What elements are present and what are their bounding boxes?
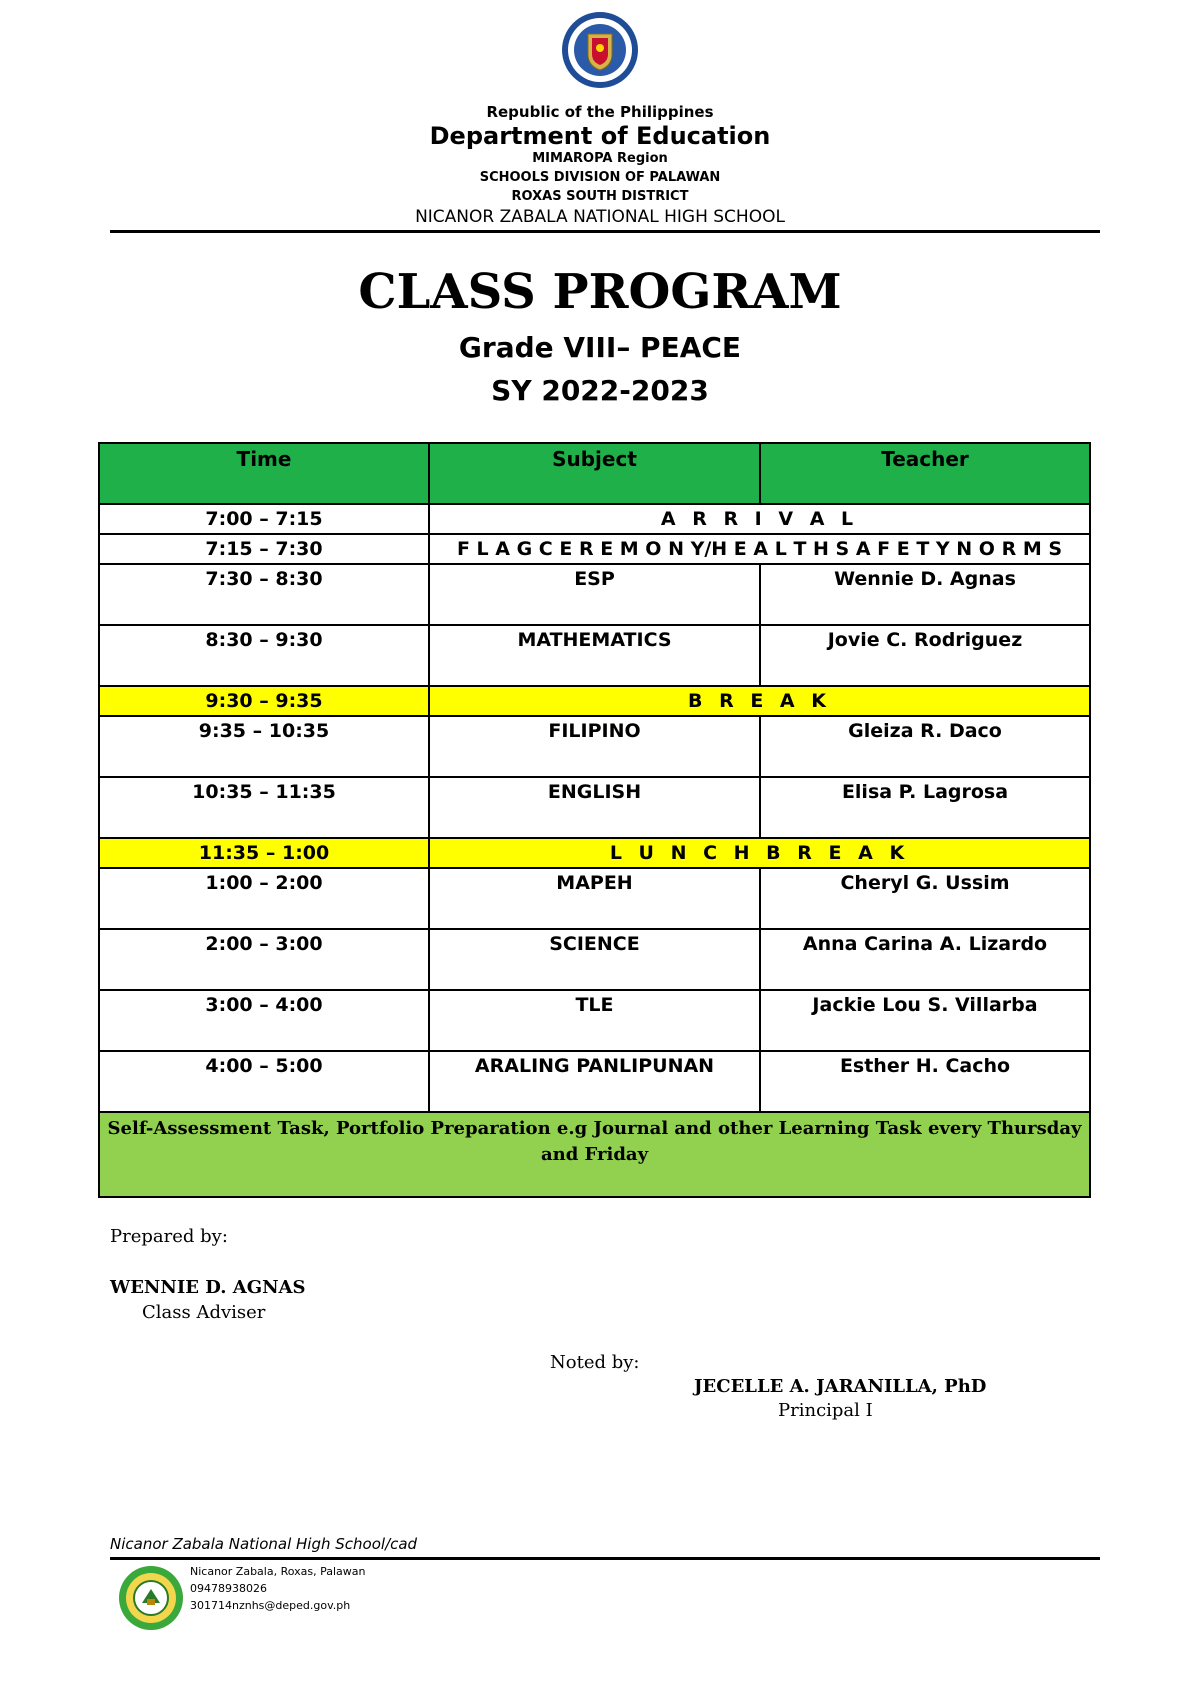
break-label: B R E A K: [429, 686, 1090, 716]
footer-email: 301714nznhs@deped.gov.ph: [190, 1599, 351, 1612]
table-row: [99, 716, 1090, 777]
principal-title: Principal I: [778, 1400, 873, 1421]
time-cell: 8:30 – 9:30: [99, 625, 429, 686]
table-row-break: [99, 686, 1090, 716]
flag-ceremony-label: F L A G C E R E M O N Y/H E A L T H S A F E T Y N O R M S: [429, 534, 1090, 564]
subject-cell: ESP: [429, 564, 760, 625]
deped-seal-logo: [560, 10, 640, 90]
adviser-title: Class Adviser: [142, 1302, 266, 1323]
time-cell: 7:15 – 7:30: [99, 534, 429, 564]
subject-cell: MAPEH: [429, 868, 760, 929]
subject-cell: SCIENCE: [429, 929, 760, 990]
table-row-arrival: [99, 504, 1090, 534]
table-row-lunch: [99, 838, 1090, 868]
prepared-by-label: Prepared by:: [110, 1226, 228, 1247]
time-cell: 10:35 – 11:35: [99, 777, 429, 838]
noted-by-label: Noted by:: [550, 1352, 640, 1373]
school-seal-logo: [118, 1565, 184, 1631]
subject-cell: FILIPINO: [429, 716, 760, 777]
republic-text: Republic of the Philippines: [486, 103, 714, 121]
teacher-cell: Gleiza R. Daco: [760, 716, 1090, 777]
adviser-name: WENNIE D. AGNAS: [110, 1277, 306, 1298]
teacher-cell: Wennie D. Agnas: [760, 564, 1090, 625]
time-cell: 7:00 – 7:15: [99, 504, 429, 534]
table-row: [99, 625, 1090, 686]
time-cell: 9:30 – 9:35: [99, 686, 429, 716]
time-cell: 3:00 – 4:00: [99, 990, 429, 1051]
table-row-flag: [99, 534, 1090, 564]
column-header-teacher: Teacher: [760, 443, 1090, 504]
principal-name: JECELLE A. JARANILLA, PhD: [694, 1376, 987, 1397]
time-cell: 11:35 – 1:00: [99, 838, 429, 868]
class-schedule-table: [98, 442, 1091, 1198]
time-cell: 7:30 – 8:30: [99, 564, 429, 625]
table-row: [99, 1051, 1090, 1112]
teacher-cell: Elisa P. Lagrosa: [760, 777, 1090, 838]
footer-divider: [110, 1557, 1100, 1560]
time-cell: 2:00 – 3:00: [99, 929, 429, 990]
time-cell: 9:35 – 10:35: [99, 716, 429, 777]
arrival-label: A R R I V A L: [429, 504, 1090, 534]
subject-cell: ARALING PANLIPUNAN: [429, 1051, 760, 1112]
subject-cell: ENGLISH: [429, 777, 760, 838]
department-text: Department of Education: [429, 122, 771, 150]
grade-section: Grade VIII– PEACE: [458, 331, 742, 364]
time-cell: 4:00 – 5:00: [99, 1051, 429, 1112]
column-header-subject: Subject: [429, 443, 760, 504]
column-header-time: Time: [99, 443, 429, 504]
table-note-row: [99, 1112, 1090, 1197]
footer-phone: 09478938026: [190, 1582, 267, 1595]
table-header-row: [99, 443, 1090, 504]
school-name: NICANOR ZABALA NATIONAL HIGH SCHOOL: [415, 207, 785, 227]
learning-task-note: Self-Assessment Task, Portfolio Preparation e.g Journal and other Learning Task every Thursday and Friday: [99, 1112, 1090, 1197]
subject-cell: MATHEMATICS: [429, 625, 760, 686]
subject-cell: TLE: [429, 990, 760, 1051]
division-text: SCHOOLS DIVISION OF PALAWAN: [479, 170, 721, 185]
district-text: ROXAS SOUTH DISTRICT: [511, 189, 689, 204]
table-row: [99, 868, 1090, 929]
lunch-break-label: L U N C H B R E A K: [429, 838, 1090, 868]
table-row: [99, 564, 1090, 625]
time-cell: 1:00 – 2:00: [99, 868, 429, 929]
teacher-cell: Jovie C. Rodriguez: [760, 625, 1090, 686]
table-row: [99, 990, 1090, 1051]
teacher-cell: Cheryl G. Ussim: [760, 868, 1090, 929]
region-text: MIMAROPA Region: [532, 151, 668, 166]
teacher-cell: Jackie Lou S. Villarba: [760, 990, 1090, 1051]
table-row: [99, 777, 1090, 838]
footer-address: Nicanor Zabala, Roxas, Palawan: [190, 1565, 366, 1578]
teacher-cell: Anna Carina A. Lizardo: [760, 929, 1090, 990]
footer-school: Nicanor Zabala National High School/cad: [110, 1535, 418, 1553]
table-row: [99, 929, 1090, 990]
header-divider: [110, 230, 1100, 233]
school-year: SY 2022-2023: [491, 374, 709, 407]
teacher-cell: Esther H. Cacho: [760, 1051, 1090, 1112]
page-title: CLASS PROGRAM: [358, 264, 842, 320]
